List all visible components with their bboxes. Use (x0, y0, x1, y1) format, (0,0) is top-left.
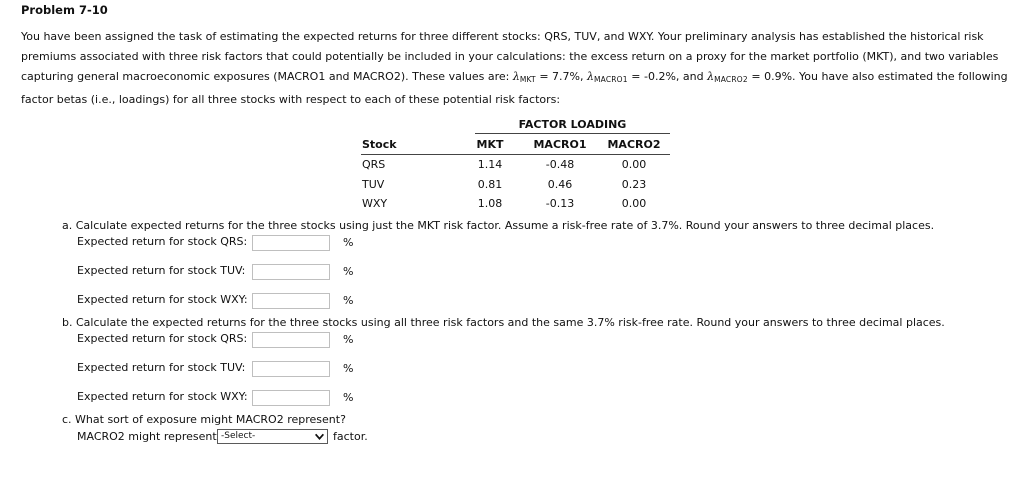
percent-unit: % (343, 236, 354, 249)
select-value: -Select- (221, 431, 256, 441)
percent-unit: % (343, 294, 354, 307)
table-divider (361, 154, 670, 155)
answer-label-b-tuv: Expected return for stock TUV: (77, 361, 246, 374)
table-cell-macro2: 0.00 (621, 197, 647, 210)
percent-unit: % (343, 391, 354, 404)
column-header-stock: Stock (362, 138, 397, 151)
answer-label-a-qrs: Expected return for stock QRS: (77, 235, 248, 248)
factor-loading-header: FACTOR LOADING (518, 118, 627, 131)
table-cell-macro1: -0.48 (545, 158, 575, 171)
percent-unit: % (343, 362, 354, 375)
macro2-premium: = 0.9%. You have also estimated the following factor betas (i.e., loadings) for all three stocks with respect to each of these potential risk factors: (21, 70, 1008, 106)
lambda-symbol: λ (586, 70, 594, 83)
column-header-mkt: MKT (476, 138, 504, 151)
answer-label-a-wxy: Expected return for stock WXY: (77, 293, 248, 306)
answer-input-a-qrs[interactable] (252, 235, 330, 251)
lambda-symbol: λ (707, 70, 715, 83)
table-divider (475, 133, 670, 134)
table-cell-macro2: 0.00 (621, 158, 647, 171)
table-cell-stock: WXY (362, 197, 388, 210)
answer-label-b-wxy: Expected return for stock WXY: (77, 390, 248, 403)
table-cell-macro1: 0.46 (547, 178, 573, 191)
table-cell-macro1: -0.13 (545, 197, 575, 210)
table-cell-stock: TUV (362, 178, 385, 191)
chevron-down-icon (314, 431, 325, 442)
intro-text: You have been assigned the task of estimating the expected returns for three different stocks: QRS, TUV, and WXY. Your preliminary analysis has established the historical risk premiums associated with three risk factors that could potentially be included in your calculations: the excess return on a proxy for the market portfolio (MKT), and two variables capturing general macroeconomic exposures (MACRO1 and MACRO2). These values are: (21, 30, 999, 83)
answer-input-a-wxy[interactable] (252, 293, 330, 309)
problem-intro (21, 27, 1011, 110)
lambda-subscript-macro1: MACRO1 (593, 75, 628, 84)
table-cell-mkt: 0.81 (477, 178, 503, 191)
answer-input-b-wxy[interactable] (252, 390, 330, 406)
table-cell-stock: QRS (362, 158, 386, 171)
answer-input-b-qrs[interactable] (252, 332, 330, 348)
answer-label-b-qrs: Expected return for stock QRS: (77, 332, 248, 345)
answer-label-a-tuv: Expected return for stock TUV: (77, 264, 246, 277)
percent-unit: % (343, 333, 354, 346)
table-cell-mkt: 1.14 (477, 158, 503, 171)
part-b-question: b. Calculate the expected returns for the three stocks using all three risk factors and the same 3.7% risk-free rate. Round your answers to three decimal places. (62, 316, 945, 329)
lambda-subscript-macro2: MACRO2 (714, 75, 748, 84)
mkt-premium: = 7.7%, (535, 70, 587, 83)
table-cell-macro2: 0.23 (621, 178, 647, 191)
problem-title: Problem 7-10 (21, 3, 108, 17)
table-cell-mkt: 1.08 (477, 197, 503, 210)
factor-suffix-label: factor. (333, 430, 368, 443)
lambda-symbol: λ (512, 70, 520, 83)
part-c-question: c. What sort of exposure might MACRO2 represent? (62, 413, 346, 426)
macro2-prefix-label: MACRO2 might represent (77, 430, 217, 443)
macro2-exposure-select[interactable] (217, 429, 328, 444)
answer-input-a-tuv[interactable] (252, 264, 330, 280)
column-header-macro1: MACRO1 (533, 138, 587, 151)
percent-unit: % (343, 265, 354, 278)
answer-input-b-tuv[interactable] (252, 361, 330, 377)
macro1-premium: = -0.2%, and (627, 70, 708, 83)
part-a-question: a. Calculate expected returns for the three stocks using just the MKT risk factor. Assume a risk-free rate of 3.7%. Round your answers to three decimal places. (62, 219, 935, 232)
column-header-macro2: MACRO2 (607, 138, 661, 151)
lambda-subscript-mkt: MKT (519, 75, 536, 84)
